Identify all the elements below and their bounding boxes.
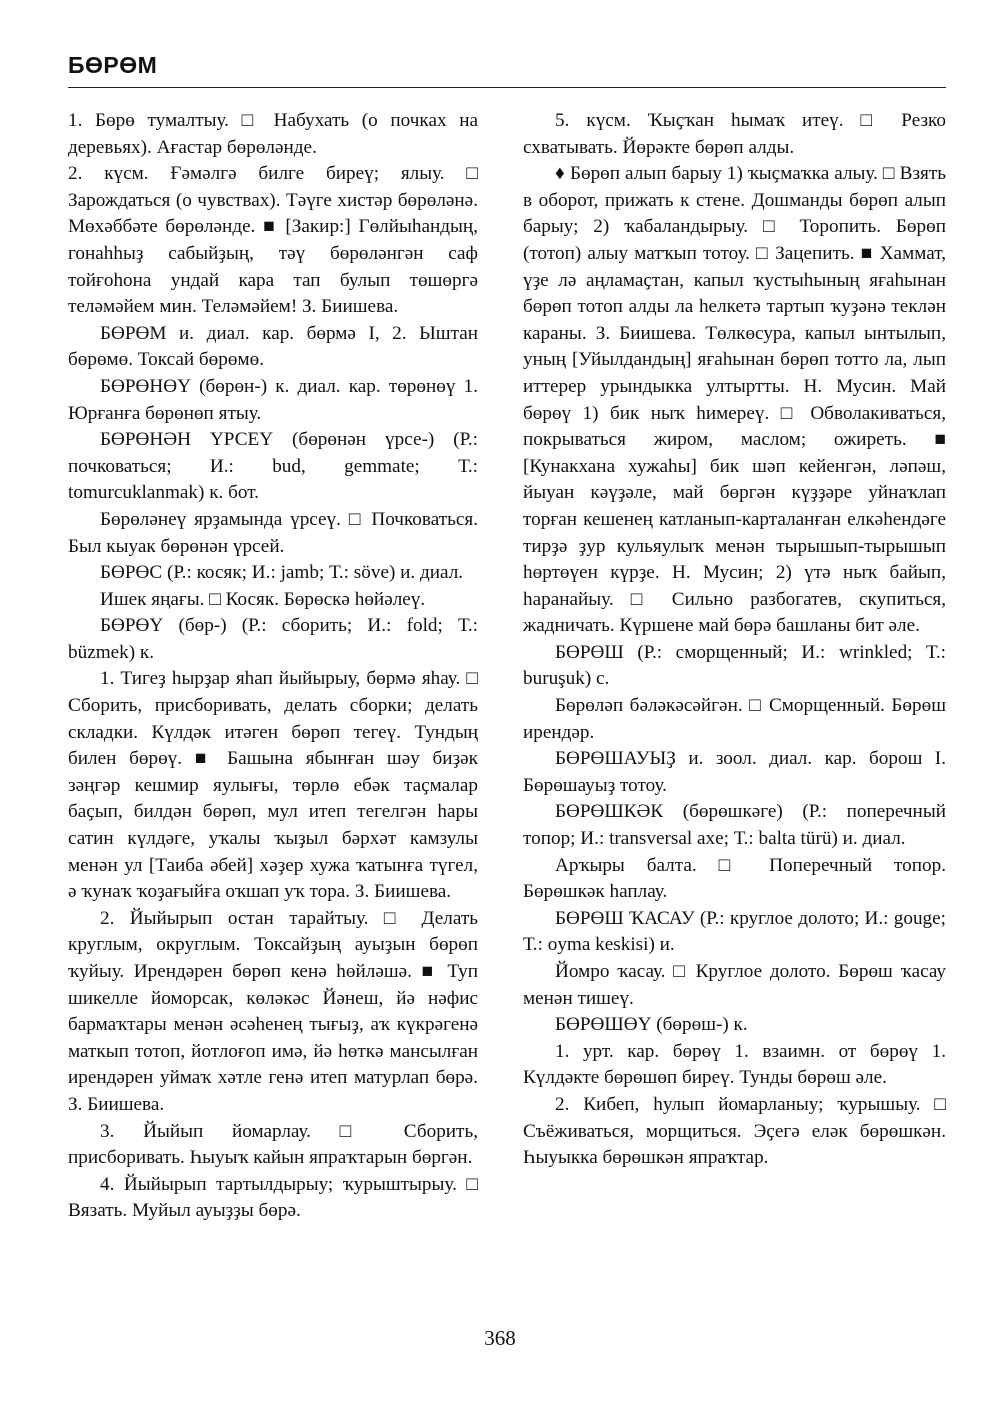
entry-paragraph: БӨРӨШКӘК (бөрөшкәге) (Р.: поперечный топор; И.: transversal axe; Т.: balta türü) и. диал. (523, 801, 946, 850)
entry-paragraph: 2. күсм. Ғәмәлгә билге биреү; ялыу. □ Зарождаться (о чувствах). Тәүге хистәр бөрөләнә. Мөхәббәте бөрөләнде. ■ [Закир:] Гөлйыһандың, гонаһһыҙ сабыйҙың, тәү бөрөләнгән саф тойғоһона ундай кара тап булып төшөргә теләмәйем мин. Теләмәйем! З. Биишева. (68, 163, 478, 318)
entry-paragraph: БӨРӨШӨҮ (бөрөш-) к. (555, 1014, 748, 1036)
entry-paragraph: Бөрөләнеү ярҙамында үрсеү. □ Почковаться. Был кыуак бөрөнән үрсей. (68, 508, 478, 557)
entry-paragraph: 1. Тигеҙ һырҙар яһап йыйырыу, бөрмә яһау. □ Сборить, присборивать, делать сборки; делать складки. Күлдәк итәген бөрөп тегеү. Тундың билен бөрөү. ■ Башына ябынған шәу биҙәк зәңгәр кешмир яулығы, төрлө ебәк таҫмалар баҫып, билдән бөрөп, мул итеп тегелгән һары сатин күлдәге, уҡалы ҡыҙыл бәрхәт камзулы менән ул [Таиба әбей] хәҙер хужа ҡатынға түгел, ә ҡунаҡ ҡоҙағыйға оҡшап уҡ тора. З. Биишева. (68, 668, 478, 903)
entry-paragraph: БӨРӨШАУЫҘ и. зоол. диал. кар. борош I. Бөрөшауыҙ тотоу. (523, 748, 946, 796)
left-column (68, 108, 478, 1225)
entry-paragraph: ♦ Бөрөп алып барыу 1) ҡыҫмаҡка алыу. □ Взять в оборот, прижать к стене. Дошманды бөрөп алып барыу; 2) ҡабаландырыу. □ Торопить. Бөрөп (тотоп) алыу матҡып тотоу. □ Зацепить. ■ Хаммат, үҙе лә аңламаҫтан, капыл ҡустыһының яғаһынан бөрөп тотоп алды ла һелкетә тартып ҡуҙәнә теклән караны. З. Биишева. Төлкөсура, капыл ынтылып, уның [Уйылдандың] яғаһынан бөрөп тотто ла, лып иттерер урындыкка ултыртты. Н. Мусин. Май бөрөү 1) бик ныҡ һимереү. □ Обволакиваться, покрываться жиром, маслом; ожиреть. ■ [Кунакхана хужаһы] бик шәп кейенгән, ләпәш, йыуан кәүҙәле, май бөргән күҙҙәре уйнаҡлап торған кешенең катланып-карталанған елкәһендәге тирҙә ҙур кульяулыҡ менән тырышып-тырышып һөртөүен күрҙе. Н. Мусин; 2) үтә ныҡ байып, һаранайыу. □ Сильно разбогатев, скупиться, жадничать. Күршене май бөрә башланы бит әле. (523, 163, 946, 637)
entry-paragraph: Йомро ҡасау. □ Круглое долото. Бөрөш ҡасау менән тишеү. (523, 961, 946, 1009)
entry-paragraph: БӨРӨҮ (бөр-) (Р.: сборить; И.: fold; Т.: büzmek) к. (68, 615, 478, 663)
entry-paragraph: Ишек яңағы. □ Косяк. Бөрөскә һөйәлеү. (100, 588, 426, 610)
entry-paragraph: БӨРӨНӨҮ (бөрөн-) к. диал. кар. төрөнөү 1. Юрғанға бөрөнөп ятыу. (68, 375, 478, 424)
entry-paragraph: 1. Бөрө тумалтыу. □ Набухать (о почках на деревьях). Ағастар бөрөләнде. (68, 110, 478, 158)
entry-paragraph: БӨРӨШ ҠАСАУ (Р.: круглое долото; И.: gouge; Т.: oyma keskisi) и. (523, 907, 946, 956)
running-head: БӨРӨМ (68, 52, 158, 78)
entry-paragraph: Арҡыры балта. □ Поперечный топор. Бөрөшкәк һаплау. (523, 854, 946, 903)
entry-paragraph: БӨРӨШ (Р.: сморщенный; И.: wrinkled; Т.: buruşuk) с. (523, 641, 946, 690)
entry-paragraph: 3. Йыйып йомарлау. □ Сборить, присборивать. Һыуыҡ кайын япраҡтарын бөргән. (68, 1120, 478, 1169)
right-column (523, 108, 946, 1172)
entry-paragraph: БӨРӨС (Р.: косяк; И.: jamb; Т.: söve) и. диал. (100, 562, 464, 584)
page-number: 368 (484, 1326, 516, 1350)
entry-paragraph: 5. күсм. Ҡыҫҡан һымаҡ итеү. □ Резко схватывать. Йөрәкте бөрөп алды. (523, 110, 946, 158)
entry-paragraph: 4. Йыйырып тартылдырыу; ҡурыштырыу. □ Вязать. Муйыл ауыҙҙы бөрә. (68, 1173, 478, 1222)
header-rule (68, 87, 946, 88)
entry-paragraph: БӨРӨМ и. диал. кар. бөрмә I, 2. Ыштан бөрөмө. Токсай бөрөмө. (68, 322, 478, 371)
entry-paragraph: Бөрөләп бәләкәсәйгән. □ Сморщенный. Бөрөш ирендәр. (523, 695, 946, 743)
entry-paragraph: 2. Йыйырып остан тарайтыу. □ Делать круглым, округлым. Токсайҙың ауыҙын бөрөп ҡуйыу. Ирендәрен бөрөп кенә һөйләшә. ■ Туп шикелле йоморсак, көләкәс Йәнеш, йә нәфис бармаҡтары менән әсәһенең тығыҙ, аҡ күкрәгенә маткып тотоп, йотлоғоп имә, йә һөткә мансылған ирендәрен уймаҡ хәтле генә итеп матурлап бөрә. З. Биишева. (68, 907, 478, 1115)
entry-paragraph: 1. урт. кар. бөрөү 1. взаимн. от бөрөү 1. Күлдәкте бөрөшөп биреү. Тунды бөрөш әле. (523, 1040, 946, 1089)
entry-paragraph: 2. Кибеп, һулып йомарланыу; ҡурышыу. □ Съёживаться, морщиться. Эҫегә еләк бөрөшкән. Һыуыкка бөрөшкән япраҡтар. (523, 1093, 946, 1169)
entry-paragraph: БӨРӨНӘН ҮРСЕҮ (бөрөнән үрсе-) (Р.: почковаться; И.: bud, gemmate; Т.: tomurcuklanmak) к. бот. (68, 429, 478, 504)
